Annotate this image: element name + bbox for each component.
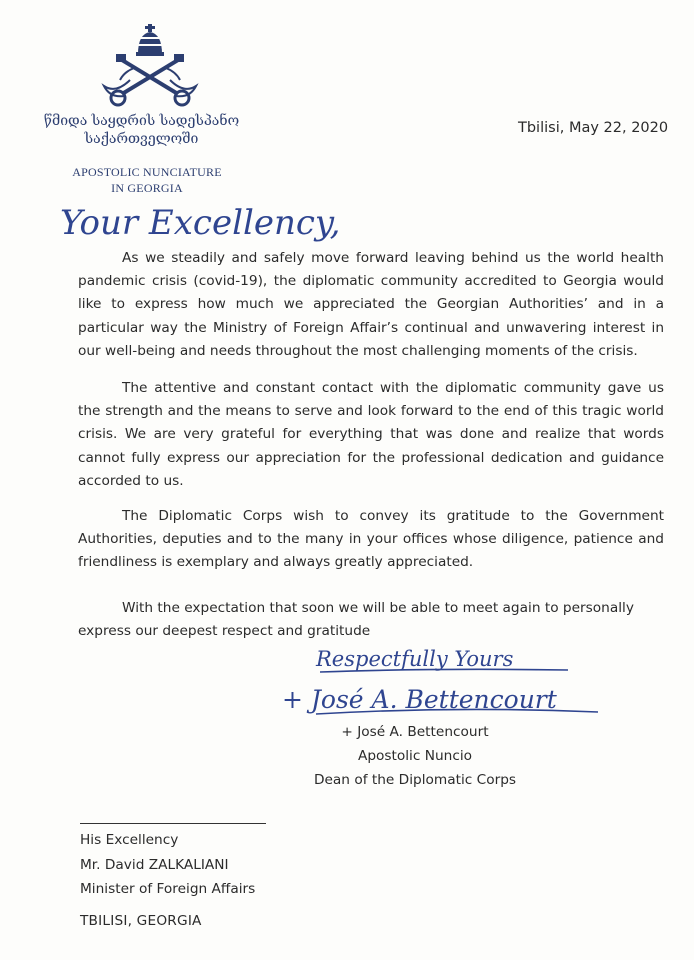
papal-coat-of-arms-icon: [94, 24, 206, 112]
recipient-title: Minister of Foreign Affairs: [80, 881, 256, 897]
recipient-honorific: His Excellency: [80, 832, 179, 848]
body-paragraph-3: The Diplomatic Corps wish to convey its gratitude to the Government Authorities, deputies and to the many in your offices whose diligence, patience and friendliness is exemplary and always greatly appreciated.: [78, 508, 664, 571]
handwritten-signature: [276, 676, 606, 726]
signer-role: Dean of the Diplomatic Corps: [313, 772, 517, 788]
recipient-place: TBILISI, GEORGIA: [80, 913, 202, 929]
closing-text: Respectfully Yours: [316, 647, 514, 671]
body-paragraph-2: The attentive and constant contact with the diplomatic community gave us the strength and the means to serve and look forward to the end of this tragic world crisis. We are very grateful for everything that was done and realize that words cannot fully express our appreciation for the professional dedication and guidance accorded to us.: [78, 380, 664, 489]
separator-line: [80, 823, 266, 824]
handwritten-closing: [310, 640, 580, 680]
recipient-block: [80, 828, 255, 902]
letterhead-georgian-line2: საქართველოში: [84, 131, 199, 147]
signer-block: [300, 720, 530, 792]
letterhead-georgian: [34, 112, 249, 148]
letterhead-name-line1: APOSTOLIC NUNCIATURE: [72, 165, 222, 179]
signer-title: Apostolic Nuncio: [357, 748, 473, 764]
body-paragraph-4: With the expectation that soon we will be able to meet again to personally express our deepest respect and gratitude: [78, 600, 634, 640]
signer-name: + José A. Bettencourt: [341, 724, 489, 740]
letter-date: Tbilisi, May 22, 2020: [518, 120, 669, 136]
recipient-name: Mr. David ZALKALIANI: [80, 856, 229, 873]
salutation-text: Your Excellency,: [60, 203, 341, 243]
body-paragraph-1: As we steadily and safely move forward leaving behind us the world health pandemic crisis (covid-19), the diplomatic community accredited to Georgia would like to express how much we appreciated the Georgian Authorities’ and in a particular way the Ministry of Foreign Affair’s continual and unwavering interest in our well-being and needs throughout the most challenging moments of the crisis.: [78, 250, 664, 359]
letterhead-name-line2: IN GEORGIA: [111, 181, 183, 195]
signature-text: + José A. Bettencourt: [282, 685, 557, 714]
letterhead-georgian-line1: წმიდა საყდრის სადესპანო: [43, 113, 240, 129]
